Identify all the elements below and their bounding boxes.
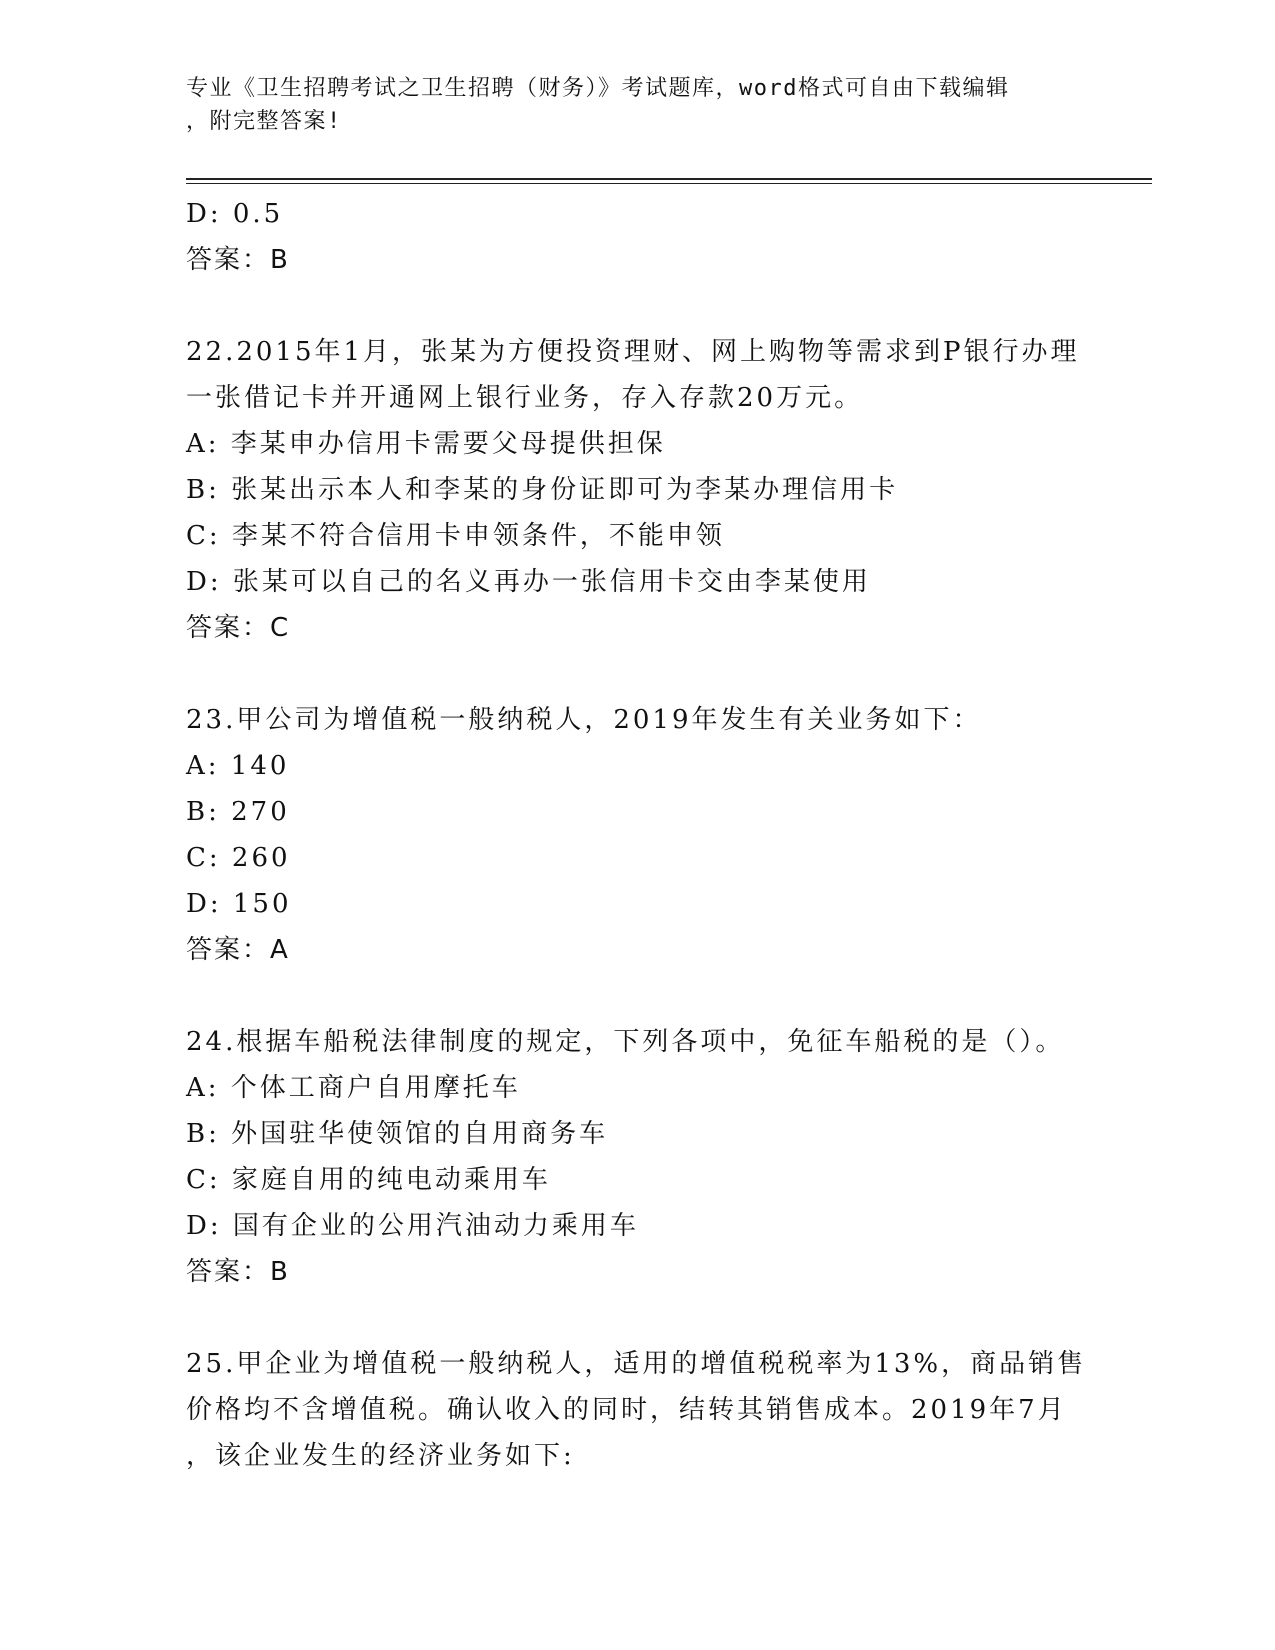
option-a: A: 李某申办信用卡需要父母提供担保 — [186, 429, 666, 459]
previous-question-tail — [186, 191, 1086, 283]
question-22 — [186, 329, 1086, 651]
option-c: C: 260 — [186, 843, 291, 873]
question-stem: ，该企业发生的经济业务如下: — [186, 1441, 575, 1471]
header-divider-thin — [186, 183, 1152, 184]
answer-line: 答案：B — [186, 245, 290, 275]
option-d: D: 0.5 — [186, 199, 284, 229]
option-b: B: 270 — [186, 797, 290, 827]
header-line-1: 专业《卫生招聘考试之卫生招聘（财务）》考试题库，word格式可自由下载编辑 — [186, 76, 1010, 101]
answer-line: 答案：A — [186, 935, 290, 965]
option-d: D: 150 — [186, 889, 292, 919]
page-header — [186, 72, 1086, 138]
option-d: D: 国有企业的公用汽油动力乘用车 — [186, 1211, 639, 1241]
header-divider-thick — [186, 178, 1152, 180]
option-c: C: 李某不符合信用卡申领条件，不能申领 — [186, 521, 725, 551]
question-stem: 23.甲公司为增值税一般纳税人，2019年发生有关业务如下： — [186, 705, 982, 735]
option-c: C: 家庭自用的纯电动乘用车 — [186, 1165, 551, 1195]
option-a: A: 个体工商户自用摩托车 — [186, 1073, 521, 1103]
question-list — [186, 191, 1086, 1479]
question-23 — [186, 697, 1086, 973]
question-stem: 价格均不含增值税。确认收入的同时，结转其销售成本。2019年7月 — [186, 1395, 1067, 1425]
option-b: B: 张某出示本人和李某的身份证即可为李某办理信用卡 — [186, 475, 899, 505]
question-stem: 22.2015年1月，张某为方便投资理财、网上购物等需求到P银行办理 — [186, 337, 1080, 367]
option-a: A: 140 — [186, 751, 290, 781]
question-25 — [186, 1341, 1086, 1479]
question-stem: 24.根据车船税法律制度的规定，下列各项中，免征车船税的是（）。 — [186, 1027, 1065, 1057]
answer-line: 答案：B — [186, 1257, 290, 1287]
question-stem: 一张借记卡并开通网上银行业务，存入存款20万元。 — [186, 383, 864, 413]
option-b: B: 外国驻华使领馆的自用商务车 — [186, 1119, 609, 1149]
question-stem: 25.甲企业为增值税一般纳税人，适用的增值税税率为13%，商品销售 — [186, 1349, 1087, 1379]
question-24 — [186, 1019, 1086, 1295]
option-d: D: 张某可以自己的名义再办一张信用卡交由李某使用 — [186, 567, 871, 597]
header-line-2: ，附完整答案! — [186, 109, 342, 134]
answer-line: 答案：C — [186, 613, 291, 643]
